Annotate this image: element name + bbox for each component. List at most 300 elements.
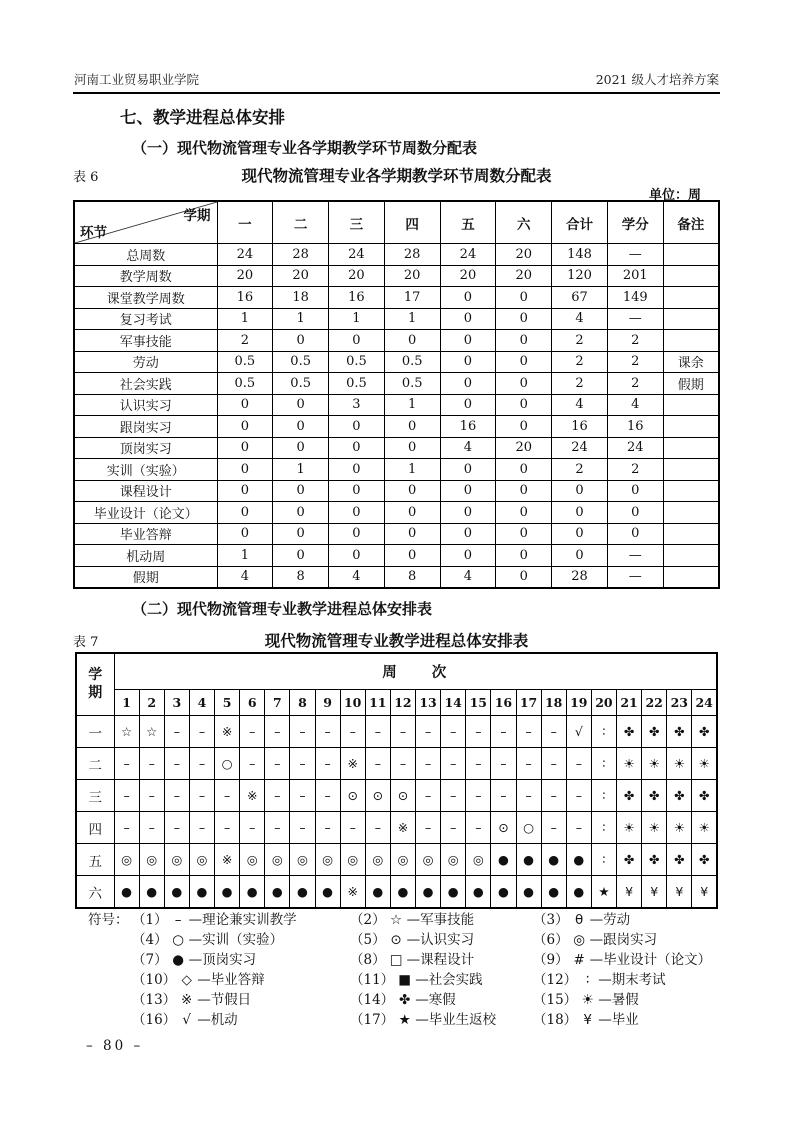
table6-column-header: 五 xyxy=(440,201,496,244)
table7-cell: ◎ xyxy=(139,844,164,876)
legend-item-symbol: √ xyxy=(182,1012,191,1028)
table6-cell: 2 xyxy=(552,373,608,395)
table6-cell xyxy=(663,330,719,352)
table7-row-label: 一 xyxy=(76,716,114,748)
legend-item xyxy=(350,990,533,1010)
table7-cell: – xyxy=(164,748,189,780)
subsection-1-title: （一）现代物流管理专业各学期教学环节周数分配表 xyxy=(132,139,478,157)
table6-cell xyxy=(663,244,719,266)
table7-cell: – xyxy=(189,748,214,780)
legend-item xyxy=(132,1010,350,1030)
table7-cell: – xyxy=(315,812,340,844)
table7-semester-header: 学期 xyxy=(76,653,114,716)
table7-cell: ☀ xyxy=(617,812,642,844)
table6-cell: 0 xyxy=(607,502,663,524)
table6-cell: 0 xyxy=(496,287,552,309)
table7-caption xyxy=(73,629,720,651)
table6-cell: 0 xyxy=(217,416,273,438)
table7-cell: – xyxy=(215,812,240,844)
table6-cell xyxy=(663,265,719,287)
legend-item-label: —劳动 xyxy=(589,912,631,928)
table6-cell: 2 xyxy=(217,330,273,352)
table6-cell: 1 xyxy=(217,308,273,330)
table7-cell: – xyxy=(365,716,390,748)
table7-cell: ☀ xyxy=(642,748,667,780)
table6-row-label: 毕业设计（论文） xyxy=(74,502,217,524)
table6-cell: 0 xyxy=(440,394,496,416)
table7-week-number: 19 xyxy=(566,690,591,716)
table7-cell: – xyxy=(189,780,214,812)
legend-item xyxy=(533,950,733,970)
legend-row xyxy=(88,990,733,1010)
table6-cell: 2 xyxy=(552,330,608,352)
table7-cell: – xyxy=(315,748,340,780)
table7-row-label: 三 xyxy=(76,780,114,812)
table7-week-number: 12 xyxy=(390,690,415,716)
table7-cell: ∶ xyxy=(591,844,616,876)
table7-cell: – xyxy=(466,748,491,780)
table6-cell: 0 xyxy=(440,459,496,481)
table7-cell: ∶ xyxy=(591,812,616,844)
table6-cell: 0 xyxy=(496,394,552,416)
legend-item-symbol: ⊙ xyxy=(390,932,402,948)
table6-cell: 假期 xyxy=(663,373,719,395)
table7-cell: ¥ xyxy=(617,876,642,909)
table6-column-header: 备注 xyxy=(663,201,719,244)
legend-item-label: —期末考试 xyxy=(598,972,666,988)
table7-cell: ● xyxy=(315,876,340,909)
legend-item xyxy=(132,990,350,1010)
table7-cell: ∶ xyxy=(591,780,616,812)
table7-row-label: 四 xyxy=(76,812,114,844)
table6-cell xyxy=(663,459,719,481)
table7-cell: ● xyxy=(566,876,591,909)
table7-cell: – xyxy=(516,716,541,748)
table6-cell: 0 xyxy=(440,373,496,395)
table7-cell: ✤ xyxy=(667,716,692,748)
table6-cell: 2 xyxy=(607,459,663,481)
table6-cell: 0 xyxy=(552,502,608,524)
legend-row xyxy=(88,950,733,970)
table6-cell: 0 xyxy=(440,502,496,524)
legend-item-label: —认识实习 xyxy=(406,932,475,948)
table6-cell: 0.5 xyxy=(384,373,440,395)
table6-row xyxy=(74,502,719,524)
table6-cell: 0 xyxy=(607,480,663,502)
table6-cell: 17 xyxy=(384,287,440,309)
legend-item-number: （2） xyxy=(350,912,386,928)
table6-row-label: 课程设计 xyxy=(74,480,217,502)
table6-cell: 0 xyxy=(329,330,385,352)
table7-cell: – xyxy=(189,716,214,748)
legend-item-label: —毕业设计（论文） xyxy=(589,952,712,968)
table6-cell: 0 xyxy=(273,416,329,438)
table6-cell: 20 xyxy=(440,265,496,287)
table7-cell: ⊙ xyxy=(365,780,390,812)
table6-cell: — xyxy=(607,545,663,567)
table7-cell: ☆ xyxy=(114,716,139,748)
legend-item-number: （4） xyxy=(132,932,168,948)
table6-cell: 16 xyxy=(440,416,496,438)
table6-row xyxy=(74,459,719,481)
legend-item-symbol: ★ xyxy=(398,1012,411,1028)
table7-row xyxy=(76,876,717,909)
table6-row-label: 教学周数 xyxy=(74,265,217,287)
table6-cell: 1 xyxy=(384,394,440,416)
table7-week-number: 16 xyxy=(491,690,516,716)
table6-cell: 0.5 xyxy=(217,351,273,373)
table7-cell: ◎ xyxy=(290,844,315,876)
table6-column-header: 一 xyxy=(217,201,273,244)
legend-item-label: —课程设计 xyxy=(406,952,475,968)
table7-cell: – xyxy=(566,748,591,780)
table7-cell: ☀ xyxy=(692,812,717,844)
table7-cell: – xyxy=(441,780,466,812)
table7-row-label: 六 xyxy=(76,876,114,909)
table7-cell: ※ xyxy=(340,748,365,780)
table7-week-header: 周 次 xyxy=(114,653,717,690)
table7-week-number: 2 xyxy=(139,690,164,716)
table6-cell: 0 xyxy=(329,545,385,567)
table6-cell: 67 xyxy=(552,287,608,309)
table6-cell: 0 xyxy=(217,502,273,524)
table7-week-number: 15 xyxy=(466,690,491,716)
table6-cell: 20 xyxy=(496,265,552,287)
table7-cell: – xyxy=(340,812,365,844)
table6-cell: 4 xyxy=(217,566,273,588)
table7-row-label: 二 xyxy=(76,748,114,780)
table6-row xyxy=(74,437,719,459)
table7-cell: – xyxy=(516,780,541,812)
table6-cell: 0 xyxy=(496,373,552,395)
table7-cell: – xyxy=(139,812,164,844)
table7-cell: – xyxy=(164,780,189,812)
table7-cell: ◎ xyxy=(390,844,415,876)
table6-cell: 0.5 xyxy=(329,351,385,373)
table7-cell: – xyxy=(315,780,340,812)
table7-week-number: 13 xyxy=(416,690,441,716)
table7-week-number: 20 xyxy=(591,690,616,716)
table6-row xyxy=(74,330,719,352)
table6-cell: 0 xyxy=(440,287,496,309)
legend-item-number: （11） xyxy=(350,972,395,988)
table7-cell: ● xyxy=(139,876,164,909)
table6-row xyxy=(74,394,719,416)
table6-cell: 0.5 xyxy=(384,351,440,373)
table6-cell: 1 xyxy=(273,459,329,481)
table6-cell: 0 xyxy=(440,308,496,330)
table7-cell: – xyxy=(541,748,566,780)
table7-cell: ✤ xyxy=(617,844,642,876)
legend-item-number: （3） xyxy=(533,912,569,928)
table7-cell: ¥ xyxy=(692,876,717,909)
table7-cell: ☆ xyxy=(139,716,164,748)
table7-cell: ⊙ xyxy=(390,780,415,812)
table7-cell: – xyxy=(265,748,290,780)
table6-cell: 0 xyxy=(384,416,440,438)
table6-row xyxy=(74,244,719,266)
table6-column-header: 学分 xyxy=(607,201,663,244)
table6-row-label: 顶岗实习 xyxy=(74,437,217,459)
legend-item-symbol: ∶ xyxy=(585,972,590,988)
table6-cell: 0 xyxy=(384,330,440,352)
legend-item xyxy=(132,930,350,950)
table7-cell: – xyxy=(390,716,415,748)
corner-item-label: 环节 xyxy=(80,225,107,241)
header-left-text: 河南工业贸易职业学院 xyxy=(74,72,200,87)
table7-cell: ✤ xyxy=(692,780,717,812)
table7-week-number: 7 xyxy=(265,690,290,716)
table6-cell: 0 xyxy=(440,523,496,545)
table7-week-number: 9 xyxy=(315,690,340,716)
table7-cell: – xyxy=(441,812,466,844)
legend-item-number: （12） xyxy=(533,972,578,988)
table6-cell: 1 xyxy=(384,308,440,330)
table7-cell: – xyxy=(114,780,139,812)
table7-header-row-2 xyxy=(76,690,717,716)
legend-item xyxy=(533,970,733,990)
table6-cell: 20 xyxy=(273,265,329,287)
table6-row xyxy=(74,373,719,395)
table7-cell: ◎ xyxy=(189,844,214,876)
table7-cell: – xyxy=(189,812,214,844)
table7-row-label: 五 xyxy=(76,844,114,876)
table6-row-label: 课堂教学周数 xyxy=(74,287,217,309)
table6-cell: 2 xyxy=(607,351,663,373)
table7-cell: ¥ xyxy=(642,876,667,909)
table6-row-label: 劳动 xyxy=(74,351,217,373)
table7-cell: – xyxy=(290,812,315,844)
table7-cell: – xyxy=(265,716,290,748)
table7-row xyxy=(76,716,717,748)
corner-semester-label: 学期 xyxy=(183,208,211,224)
table6-cell xyxy=(663,523,719,545)
table6-row-label: 总周数 xyxy=(74,244,217,266)
legend-item-symbol: ※ xyxy=(181,992,193,1008)
table7-week-number: 17 xyxy=(516,690,541,716)
table7-cell: ✤ xyxy=(617,780,642,812)
legend-item-number: （18） xyxy=(533,1012,578,1028)
table6-cell: 0 xyxy=(329,480,385,502)
table7-cell: ✤ xyxy=(642,844,667,876)
legend-item-label: —暑假 xyxy=(598,992,639,1008)
table6-cell: 0 xyxy=(440,351,496,373)
table6-cell: 20 xyxy=(329,265,385,287)
symbol-legend xyxy=(88,910,733,1030)
table7-cell: ◎ xyxy=(114,844,139,876)
legend-item-number: （6） xyxy=(533,932,569,948)
table7-cell: ● xyxy=(541,844,566,876)
table6-cell: 20 xyxy=(384,265,440,287)
table6-cell: 0 xyxy=(273,480,329,502)
table7-cell: ✤ xyxy=(667,844,692,876)
legend-item-symbol: # xyxy=(573,952,585,968)
legend-item-symbol: ◇ xyxy=(181,972,192,988)
table6-cell: 课余 xyxy=(663,351,719,373)
table7-cell: – xyxy=(491,748,516,780)
table7-cell: ○ xyxy=(215,748,240,780)
table7-cell: ※ xyxy=(215,844,240,876)
table6-cell: 0 xyxy=(496,523,552,545)
table7-cell: – xyxy=(416,748,441,780)
table7-overall-schedule xyxy=(75,652,718,909)
table6-cell: 0 xyxy=(384,545,440,567)
table7-cell: ● xyxy=(516,876,541,909)
legend-item-label: —毕业答辩 xyxy=(197,972,265,988)
table7-cell: ★ xyxy=(591,876,616,909)
table7-cell: ● xyxy=(189,876,214,909)
legend-item-number: （1） xyxy=(132,912,168,928)
legend-item-number: （5） xyxy=(350,932,386,948)
table6-cell: 0 xyxy=(496,330,552,352)
table6-row-label: 复习考试 xyxy=(74,308,217,330)
table7-cell: – xyxy=(541,812,566,844)
table7-cell: – xyxy=(340,716,365,748)
table6-cell: 0 xyxy=(217,459,273,481)
legend-row xyxy=(88,910,733,930)
table6-cell xyxy=(663,437,719,459)
table6-cell: 20 xyxy=(496,437,552,459)
table7-label: 表 7 xyxy=(73,635,99,650)
table6-cell: 0 xyxy=(273,394,329,416)
table6-cell: 4 xyxy=(329,566,385,588)
table6-row-label: 认识实习 xyxy=(74,394,217,416)
table7-cell: – xyxy=(441,748,466,780)
legend-item-symbol: ✤ xyxy=(399,992,411,1008)
table7-cell: ◎ xyxy=(340,844,365,876)
table6-row xyxy=(74,265,719,287)
table7-cell: ✤ xyxy=(617,716,642,748)
table7-cell: – xyxy=(466,780,491,812)
table6-cell: 18 xyxy=(273,287,329,309)
table6-cell: 4 xyxy=(552,394,608,416)
legend-item xyxy=(132,970,350,990)
table6-cell: 28 xyxy=(384,244,440,266)
table6-cell: 0 xyxy=(329,416,385,438)
table6-row-label: 社会实践 xyxy=(74,373,217,395)
table6-cell: 0.5 xyxy=(273,351,329,373)
table6-cell: 16 xyxy=(217,287,273,309)
table7-row xyxy=(76,780,717,812)
legend-item xyxy=(533,930,733,950)
table7-week-number: 4 xyxy=(189,690,214,716)
legend-item-number: （13） xyxy=(132,992,177,1008)
table6-cell: 0.5 xyxy=(329,373,385,395)
table7-cell: ¥ xyxy=(667,876,692,909)
table7-week-number: 23 xyxy=(667,690,692,716)
table7-cell: – xyxy=(441,716,466,748)
table6-row xyxy=(74,523,719,545)
table6-cell xyxy=(663,480,719,502)
legend-item xyxy=(350,910,533,930)
table7-cell: – xyxy=(390,748,415,780)
table7-week-number: 3 xyxy=(164,690,189,716)
legend-item xyxy=(350,1010,533,1030)
table6-row xyxy=(74,308,719,330)
legend-item-label: —毕业生返校 xyxy=(415,1012,497,1028)
table6-cell: 4 xyxy=(552,308,608,330)
legend-item-number: （16） xyxy=(132,1012,177,1028)
table7-cell: ● xyxy=(240,876,265,909)
table7-cell: ✤ xyxy=(642,780,667,812)
table6-cell: 2 xyxy=(607,330,663,352)
legend-item-label: —社会实践 xyxy=(415,972,483,988)
table7-cell: – xyxy=(290,748,315,780)
legend-item xyxy=(350,970,533,990)
table7-cell: √ xyxy=(566,716,591,748)
table6-cell: 0 xyxy=(273,523,329,545)
table7-week-number: 10 xyxy=(340,690,365,716)
table6-cell: 0 xyxy=(329,437,385,459)
table7-cell: ※ xyxy=(340,876,365,909)
table6-header-row xyxy=(74,201,719,244)
table7-cell: ● xyxy=(441,876,466,909)
table7-cell: – xyxy=(164,812,189,844)
table7-cell: ● xyxy=(566,844,591,876)
table6-cell: 28 xyxy=(273,244,329,266)
table7-cell: ☀ xyxy=(692,748,717,780)
table6-label: 表 6 xyxy=(73,170,99,185)
table7-cell: ● xyxy=(516,844,541,876)
table7-cell: – xyxy=(491,716,516,748)
legend-item-number: （14） xyxy=(350,992,395,1008)
table6-cell: 0 xyxy=(496,459,552,481)
table7-cell: ✤ xyxy=(642,716,667,748)
table6-cell: 0 xyxy=(384,502,440,524)
table6-cell: 201 xyxy=(607,265,663,287)
table6-cell: 0.5 xyxy=(273,373,329,395)
table6-cell xyxy=(663,287,719,309)
table6-column-header: 三 xyxy=(329,201,385,244)
table6-cell: 16 xyxy=(329,287,385,309)
table6-cell: 0.5 xyxy=(217,373,273,395)
subsection-2-title: （二）现代物流管理专业教学进程总体安排表 xyxy=(132,600,433,618)
legend-item-number: （15） xyxy=(533,992,578,1008)
table7-cell: – xyxy=(491,780,516,812)
legend-item-label: —顶岗实习 xyxy=(188,952,257,968)
table7-cell: ✤ xyxy=(692,716,717,748)
legend-item-symbol: □ xyxy=(389,952,403,968)
table6-cell: 0 xyxy=(273,502,329,524)
table6-row-label: 假期 xyxy=(74,566,217,588)
table6-cell: 28 xyxy=(552,566,608,588)
table7-cell: – xyxy=(466,716,491,748)
table7-cell: ◎ xyxy=(416,844,441,876)
table6-cell xyxy=(663,545,719,567)
legend-item-number: （10） xyxy=(132,972,177,988)
table6-row xyxy=(74,566,719,588)
table6-cell: 0 xyxy=(552,523,608,545)
legend-item-label: —军事技能 xyxy=(406,912,475,928)
legend-item xyxy=(533,1010,733,1030)
table7-cell: ◎ xyxy=(466,844,491,876)
unit-note: 单位：周 xyxy=(648,188,701,203)
table6-cell xyxy=(663,394,719,416)
table6-cell: 24 xyxy=(217,244,273,266)
table6-cell: 8 xyxy=(273,566,329,588)
legend-item-label: —寒假 xyxy=(415,992,456,1008)
legend-item-number: （8） xyxy=(350,952,386,968)
table7-cell: – xyxy=(290,716,315,748)
table7-cell: – xyxy=(114,812,139,844)
table7-cell: – xyxy=(365,812,390,844)
table7-cell: – xyxy=(240,716,265,748)
table6-row xyxy=(74,545,719,567)
table7-cell: ※ xyxy=(390,812,415,844)
legend-item-symbol: ● xyxy=(172,952,184,968)
table6-row-label: 机动周 xyxy=(74,545,217,567)
table7-cell: – xyxy=(416,716,441,748)
